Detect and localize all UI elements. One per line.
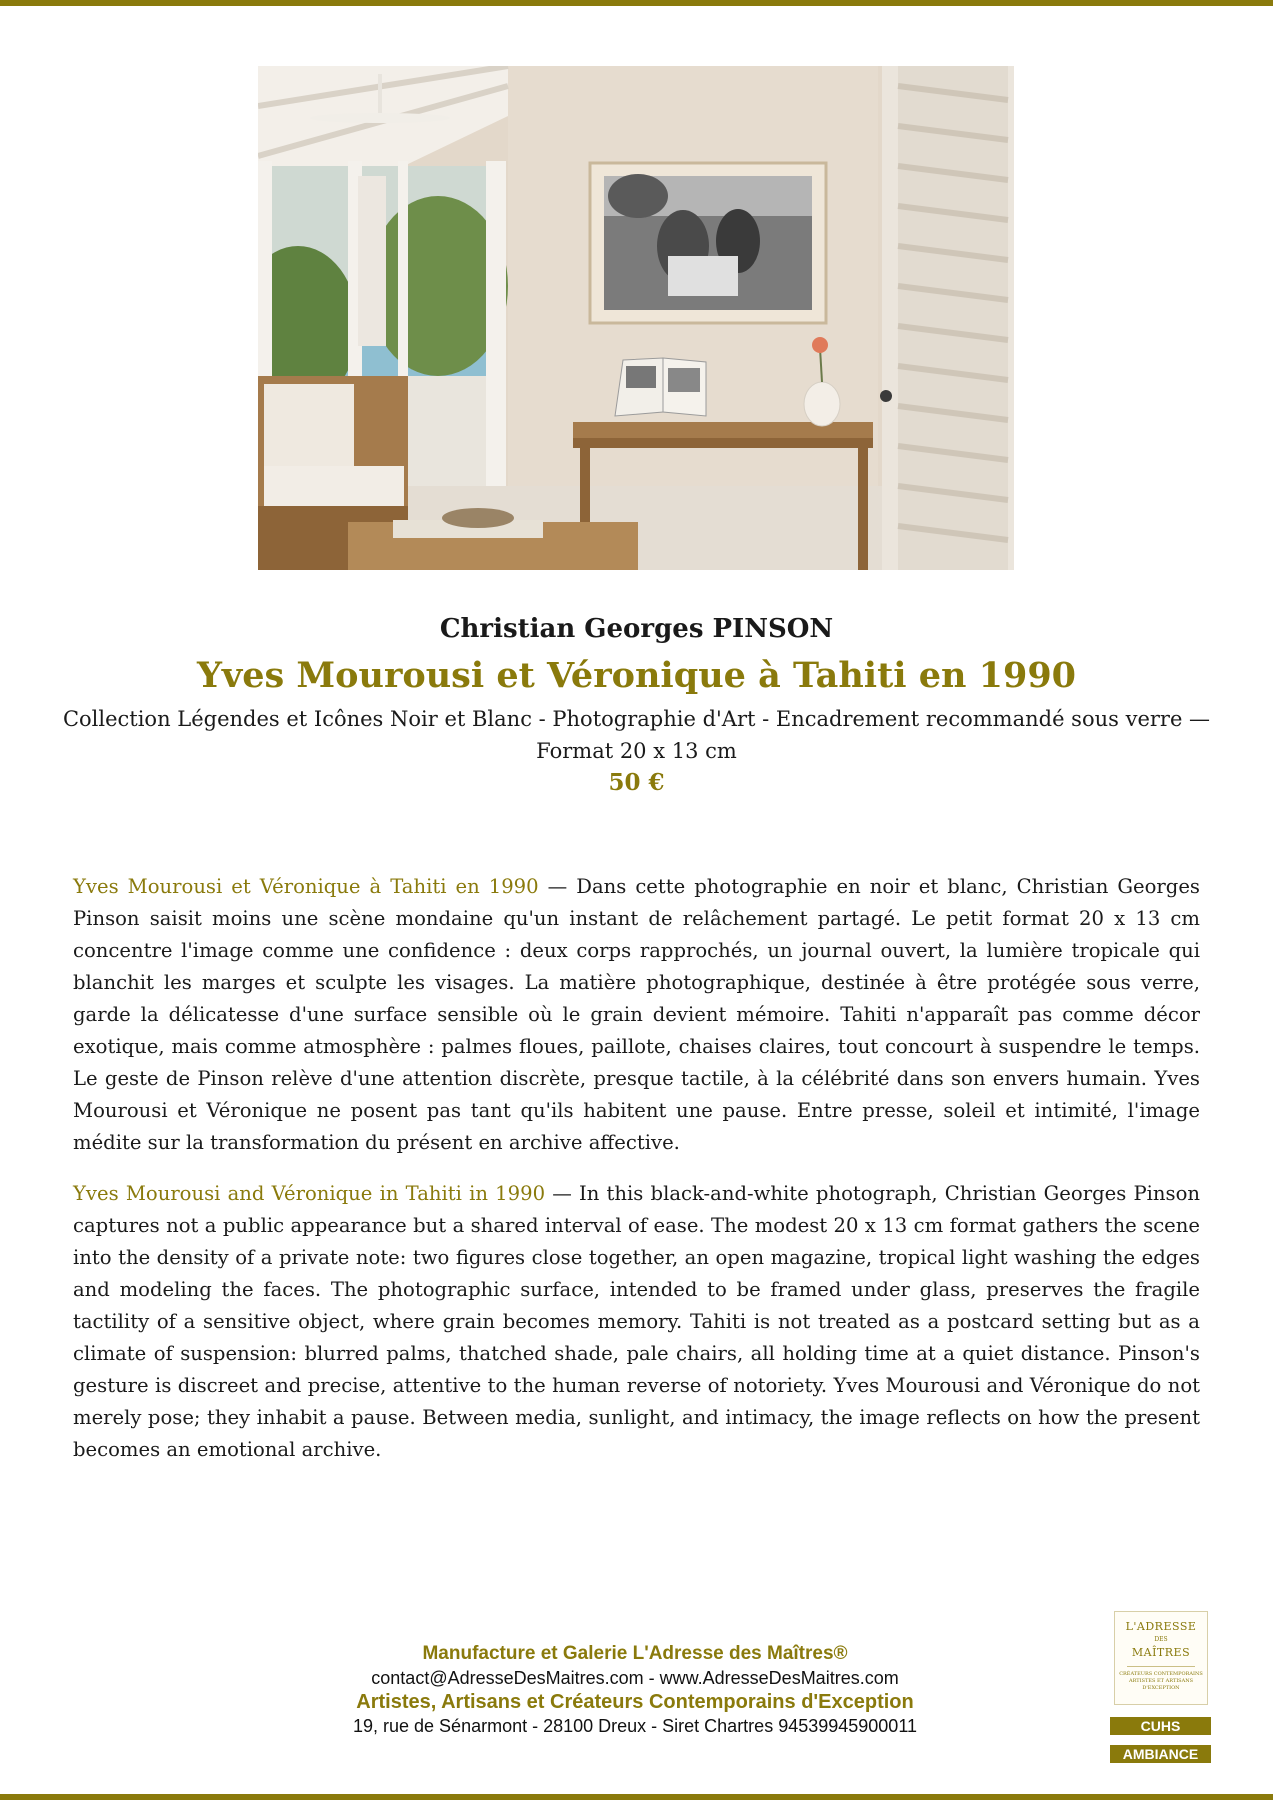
description-en-text: — In this black-and-white photograph, Christian Georges Pinson captures not a public appearance but a shared interval of ease. The modest 20 x 13 cm format gathers the scene into the density of a private note: two figures close together, an open magazine, tropical light washing the edges and modeling the faces. The photographic surface, intended to be framed under glass, preserves the fragile tactility of a sensitive object, where grain becomes memory. Tahiti is not treated as a postcard setting but as a climate of suspension: blurred palms, thatched shade, pale chairs, all holding time at a quiet distance. Pinson's gesture is discreet and precise, attentive to the human reverse of notoriety. Yves Mourousi and Véronique do not merely pose; they inhabit a pause. Between media, sunlight, and intimacy, the image reflects on how the present becomes an emotional archive. (73, 1182, 1200, 1461)
description-en-lead: Yves Mourousi and Véronique in Tahiti in 1990 (73, 1182, 546, 1205)
description-en (73, 1178, 1200, 1466)
artwork-subtitle: Collection Légendes et Icônes Noir et Blanc - Photographie d'Art - Encadrement recommandé sous verre — Format 20 x 13 cm (62, 707, 1211, 763)
room-mockup-image (258, 66, 1014, 570)
tag-ambiance: AMBIANCE (1110, 1745, 1211, 1763)
bottom-border (0, 1794, 1273, 1800)
description-fr-text: — Dans cette photographie en noir et blanc, Christian Georges Pinson saisit moins une scène mondaine qu'un instant de relâchement partagé. Le petit format 20 x 13 cm concentre l'image comme une confidence : deux corps rapprochés, un journal ouvert, la lumière tropicale qui blanchit les marges et sculpte les visages. La matière photographique, destinée à être protégée sous verre, garde la délicatesse d'une surface sensible où le grain devient mémoire. Tahiti n'apparaît pas comme décor exotique, mais comme atmosphère : palmes floues, paillote, chaises claires, tout concourt à suspendre le temps. Le geste de Pinson relève d'une attention discrète, presque tactile, à la célébrité dans son envers humain. Yves Mourousi et Véronique ne posent pas tant qu'ils habitent une pause. Entre presse, soleil et intimité, l'image médite sur la transformation du présent en archive affective. (73, 875, 1200, 1154)
artwork-price: 50 € (608, 769, 665, 796)
gallery-logo (1114, 1611, 1208, 1705)
description-fr (73, 871, 1200, 1159)
artist-name: Christian Georges PINSON (439, 614, 834, 644)
footer-company: Manufacture et Galerie L'Adresse des Maîtres® (422, 1643, 848, 1664)
artwork-title: Yves Mourousi et Véronique à Tahiti en 1990 (196, 655, 1077, 696)
logo-divider (1127, 1666, 1195, 1667)
logo-line-3: MAÎTRES (1131, 1646, 1191, 1659)
footer-address: 19, rue de Sénarmont - 28100 Dreux - Siret Chartres 94539945900011 (352, 1716, 918, 1736)
logo-line-4: CRÉATEURS CONTEMPORAINS ARTISTES ET ARTISANS D'EXCEPTION (1119, 1671, 1203, 1691)
logo-line-2: DES (1154, 1636, 1168, 1643)
top-border (0, 0, 1273, 6)
footer-contact: contact@AdresseDesMaitres.com - www.AdresseDesMaitres.com (371, 1668, 899, 1688)
description-fr-lead: Yves Mourousi et Véronique à Tahiti en 1990 (73, 875, 539, 898)
footer-tagline: Artistes, Artisans et Créateurs Contemporains d'Exception (356, 1691, 914, 1713)
logo-line-1: L'ADRESSE (1125, 1620, 1197, 1633)
tag-cuhs: CUHS (1110, 1717, 1211, 1735)
room-illustration (258, 66, 1014, 570)
